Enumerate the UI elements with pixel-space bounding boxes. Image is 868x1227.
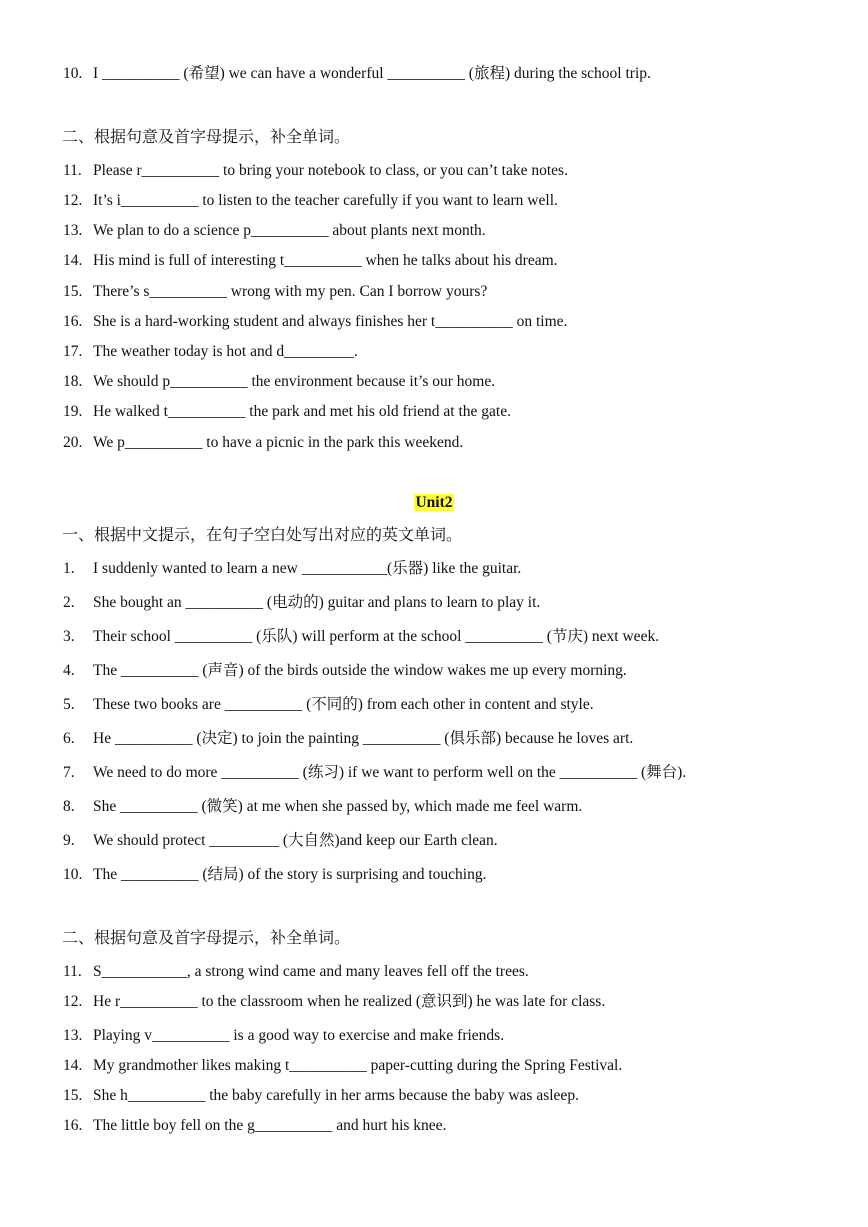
- question-number: 11.: [63, 162, 82, 179]
- question-number: 13.: [63, 1027, 83, 1044]
- question-number: 14.: [63, 1057, 83, 1074]
- question-line: [63, 763, 686, 783]
- question-number: 8.: [63, 798, 75, 815]
- question-text: S___________, a strong wind came and many leaves fell off the trees.: [93, 963, 529, 980]
- question-text: The __________ (声音) of the birds outside the window wakes me up every morning.: [93, 662, 627, 679]
- question-number: 12.: [63, 993, 83, 1010]
- question-number: 5.: [63, 696, 75, 713]
- question-number: 17.: [63, 343, 83, 360]
- question-number: 2.: [63, 594, 75, 611]
- section-heading: 二、根据句意及首字母提示，补全单词。: [62, 127, 351, 146]
- question-text: He walked t__________ the park and met his old friend at the gate.: [93, 403, 511, 420]
- question-line: [63, 831, 498, 851]
- question-text: We p__________ to have a picnic in the park this weekend.: [93, 434, 464, 451]
- question-text: My grandmother likes making t__________ paper-cutting during the Spring Festival.: [93, 1057, 623, 1074]
- question-text: He __________ (决定) to join the painting __________ (俱乐部) because he loves art.: [93, 730, 634, 747]
- question-text: We plan to do a science p__________ about plants next month.: [93, 222, 486, 239]
- unit-title-text: Unit2: [415, 494, 453, 511]
- question-number: 13.: [63, 222, 83, 239]
- question-line: [63, 312, 567, 332]
- question-line: [63, 992, 605, 1012]
- question-line: [63, 559, 521, 579]
- question-line: [63, 593, 540, 613]
- question-text: I suddenly wanted to learn a new ___________(乐器) like the guitar.: [93, 560, 522, 577]
- unit-title: [0, 493, 868, 513]
- question-number: 7.: [63, 764, 75, 781]
- question-line: [63, 1116, 446, 1136]
- question-line: [63, 1056, 622, 1076]
- question-number: 20.: [63, 434, 83, 451]
- question-line: [63, 1086, 579, 1106]
- question-line: [63, 661, 627, 681]
- question-number: 10.: [63, 65, 83, 82]
- question-text: She __________ (微笑) at me when she passed by, which made me feel warm.: [93, 798, 583, 815]
- question-text: Please r__________ to bring your notebook to class, or you can’t take notes.: [93, 162, 568, 179]
- question-number: 15.: [63, 1087, 83, 1104]
- question-number: 9.: [63, 832, 75, 849]
- question-text: Their school __________ (乐队) will perform at the school __________ (节庆) next week.: [93, 628, 660, 645]
- question-line: [63, 627, 659, 647]
- question-text: She h__________ the baby carefully in her arms because the baby was asleep.: [93, 1087, 579, 1104]
- question-line: [63, 865, 486, 885]
- question-line: [63, 64, 651, 84]
- question-text: The little boy fell on the g__________ and hurt his knee.: [93, 1117, 447, 1134]
- question-text: Playing v__________ is a good way to exercise and make friends.: [93, 1027, 505, 1044]
- question-line: [63, 221, 486, 241]
- question-text: She bought an __________ (电动的) guitar and plans to learn to play it.: [93, 594, 541, 611]
- section-heading: 一、根据中文提示，在句子空白处写出对应的英文单词。: [62, 525, 463, 544]
- question-line: [63, 695, 594, 715]
- question-text: He r__________ to the classroom when he realized (意识到) he was late for class.: [93, 993, 606, 1010]
- question-number: 3.: [63, 628, 75, 645]
- question-line: [63, 282, 487, 302]
- question-number: 16.: [63, 313, 83, 330]
- section-heading: 二、根据句意及首字母提示，补全单词。: [62, 928, 351, 947]
- question-number: 19.: [63, 403, 83, 420]
- question-text: It’s i__________ to listen to the teacher carefully if you want to learn well.: [93, 192, 558, 209]
- question-text: We should protect _________ (大自然)and keep our Earth clean.: [93, 832, 498, 849]
- question-number: 12.: [63, 192, 83, 209]
- question-line: [63, 433, 463, 453]
- question-number: 4.: [63, 662, 75, 679]
- question-number: 10.: [63, 866, 83, 883]
- question-text: She is a hard-working student and always finishes her t__________ on time.: [93, 313, 568, 330]
- question-text: His mind is full of interesting t__________ when he talks about his dream.: [93, 252, 558, 269]
- question-line: [63, 161, 568, 181]
- question-text: These two books are __________ (不同的) from each other in content and style.: [93, 696, 594, 713]
- question-line: [63, 251, 558, 271]
- question-line: [63, 729, 633, 749]
- question-line: [63, 1026, 504, 1046]
- question-number: 14.: [63, 252, 83, 269]
- question-number: 11.: [63, 963, 82, 980]
- question-text: There’s s__________ wrong with my pen. Can I borrow yours?: [93, 283, 488, 300]
- question-line: [63, 402, 511, 422]
- question-line: [63, 191, 558, 211]
- question-text: The __________ (结局) of the story is surprising and touching.: [93, 866, 487, 883]
- question-number: 18.: [63, 373, 83, 390]
- question-text: The weather today is hot and d_________.: [93, 343, 358, 360]
- question-number: 6.: [63, 730, 75, 747]
- question-number: 15.: [63, 283, 83, 300]
- question-text: We need to do more __________ (练习) if we want to perform well on the __________ (舞台).: [93, 764, 687, 781]
- question-line: [63, 372, 495, 392]
- question-number: 16.: [63, 1117, 83, 1134]
- question-text: We should p__________ the environment because it’s our home.: [93, 373, 496, 390]
- question-text: I __________ (希望) we can have a wonderful __________ (旅程) during the school trip.: [93, 65, 651, 82]
- question-number: 1.: [63, 560, 75, 577]
- question-line: [63, 797, 582, 817]
- question-line: [63, 962, 529, 982]
- question-line: [63, 342, 358, 362]
